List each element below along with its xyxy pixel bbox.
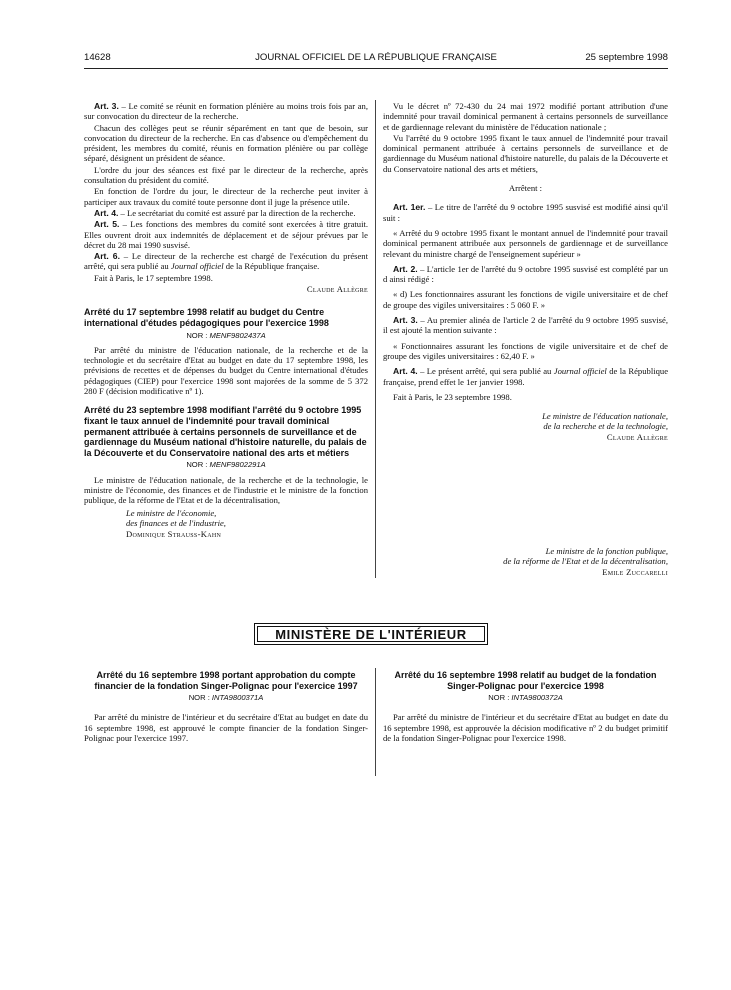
arrete-ciep-nor: NOR : MENF9802437A — [186, 330, 266, 340]
arrete-ciep-title: Arrêté du 17 septembre 1998 relatif au budget du Centre international d'études pédagogiques pour l'exercice 1998 — [84, 307, 329, 328]
article-6: Art. 6. – Le directeur de la recherche est chargé de l'exécution du présent arrêté, qui sera publié au Journal officiel de la République française. — [84, 251, 368, 272]
arrete-singer-1997-body: Par arrêté du ministre de l'intérieur et du secrétaire d'Etat au budget en date du 16 septembre 1998, est approuvé le compte financier de la fondation Singer-Polignac pour l'exercice 1997. — [84, 712, 368, 744]
journal-title: JOURNAL OFFICIEL DE LA RÉPUBLIQUE FRANÇAISE — [255, 52, 497, 63]
arrete-ciep-body: Par arrêté du ministre de l'éducation nationale, de la recherche et de la technologie et du secrétaire d'Etat au budget en date du 17 septembre 1998, les prévisions de recettes et de dépenses du budget du Centre international d'études pédagogiques (CIEP) pour l'exercice 1998 sont majorées de la somme de 5 372 280 F (décision modificative nº 1). — [84, 344, 368, 397]
fait-a-paris: Fait à Paris, le 17 septembre 1998. — [94, 272, 213, 283]
paragraph-ordre-du-jour: L'ordre du jour des séances est fixé par le directeur de la recherche, après consultation du président du comité. — [84, 164, 368, 186]
signature-allegre: Claude Allègre — [306, 284, 368, 295]
signature-fonction-publique: Le ministre de la fonction publique, de la réforme de l'Etat et de la décentralisation, Emile Zuccarelli — [503, 546, 668, 577]
left-column-bottom — [84, 670, 368, 743]
article-5: Art. 5. – Les fonctions des membres du comité sont exercées à titre gratuit. Elles ouvrent droit aux indemnités de déplacement et de séjour prévues par le décret du 28 mai 1990 susvisé. — [84, 219, 369, 250]
vu-arrete: Vu l'arrêté du 9 octobre 1995 fixant le taux annuel de l'indemnité pour travail dominical permanent attribuée à certains personnels de surveillance et de gardiennage du Muséum national d'histoire naturelle, du palais de la Découverte et du Conservatoire national des arts et métiers, — [383, 132, 668, 174]
right-column-top — [383, 101, 668, 442]
column-divider — [375, 100, 376, 578]
signature-education: Le ministre de l'éducation nationale, de la recherche et de la technologie, Claude Allègre — [542, 411, 668, 442]
fait-a-paris-right: Fait à Paris, le 23 septembre 1998. — [393, 391, 512, 402]
page-header — [84, 52, 668, 66]
arrete-indemnite-title: Arrêté du 23 septembre 1998 modifiant l'arrêté du 9 octobre 1995 fixant le taux annuel de l'indemnité pour travail dominical permanent attribuée à certains personnels de surveillance et de gardiennage du Muséum national d'histoire naturelle, du palais de la Découverte et du Conservatoire national des arts et métiers — [84, 405, 367, 458]
page-number: 14628 — [84, 52, 111, 63]
article-1: Art. 1er. – Le titre de l'arrêté du 9 octobre 1995 susvisé est modifié ainsi qu'il suit : — [383, 202, 668, 223]
quote-fonctionnaires: « Fonctionnaires assurant les fonctions de vigile universitaire et de chef de groupe des vigiles universitaires : 62,40 F. » — [383, 340, 668, 361]
arrete-singer-1998-title: Arrêté du 16 septembre 1998 relatif au budget de la fondation Singer-Polignac pour l'exercice 1998 — [394, 670, 657, 691]
column-divider-bottom — [375, 668, 376, 776]
issue-date: 25 septembre 1998 — [585, 52, 668, 63]
article-4-right: Art. 4. – Le présent arrêté, qui sera publié au Journal officiel de la République française, prend effet le 1er janvier 1998. — [383, 366, 669, 387]
article-4: Art. 4. – Le secrétariat du comité est assuré par la direction de la recherche. — [94, 207, 356, 218]
right-column-bottom — [383, 670, 668, 743]
vu-decret: Vu le décret nº 72-430 du 24 mai 1972 modifié portant attribution d'une indemnité pour travail dominical permanent à certains personnels de surveillance et de gardiennage relevant du ministère de l'éducation nationale ; — [383, 101, 668, 132]
article-3-right: Art. 3. – Au premier alinéa de l'article 2 de l'arrêté du 9 octobre 1995 susvisé, il est ajouté la mention suivante : — [383, 315, 668, 336]
header-rule — [84, 68, 668, 69]
quote-titre: « Arrêté du 9 octobre 1995 fixant le montant annuel de l'indemnité pour travail dominical permanent attribuée aux personnels de gardiennage et de surveillance relevant du ministre chargé de l'enseignement supérieur » — [383, 227, 668, 259]
paragraph-colleges: Chacun des collèges peut se réunir séparément en tant que de besoin, sur convocation du directeur de la recherche. En cas d'absence ou d'empêchement du président, les membres du comité, réunis en formation plénière ou par collège séparé, désignent un président de séance. — [84, 122, 368, 164]
arrete-singer-1998-body: Par arrêté du ministre de l'intérieur et du secrétaire d'Etat au budget en date du 16 septembre 1998, est approuvée la décision modificative nº 2 du budget primitif de la fondation Singer-Polignac pour l'exercice 1998. — [383, 712, 668, 744]
article-3: Art. 3. – Le comité se réunit en formation plénière au moins trois fois par an, sur convocation du directeur de la recherche. — [84, 101, 368, 122]
ministry-banner — [254, 623, 488, 645]
paragraph-invitation: En fonction de l'ordre du jour, le directeur de la recherche peut inviter à participer aux travaux du comité toute personne dont il juge la présence utile. — [84, 186, 368, 207]
arrete-singer-1997-nor: NOR : INTA9800371A — [188, 693, 264, 703]
ministry-title: MINISTÈRE DE L'INTÉRIEUR — [275, 626, 467, 642]
arrete-indemnite-nor: NOR : MENF9802291A — [186, 460, 266, 470]
arrete-indemnite-intro: Le ministre de l'éducation nationale, de la recherche et de la technologie, le ministre de l'économie, des finances et de l'industrie et le ministre de la fonction publique, de la réforme de l'Etat et de la décentralisation, — [84, 474, 368, 506]
arretent: Arrêtent : — [508, 183, 543, 194]
quote-vigile: « d) Les fonctionnaires assurant les fonctions de vigile universitaire et de chef de groupe des vigiles universitaires : 5 060 F. » — [383, 289, 668, 310]
signature-economie: Le ministre de l'économie, des finances et de l'industrie, Dominique Strauss-Kahn — [126, 508, 226, 539]
arrete-singer-1997-title: Arrêté du 16 septembre 1998 portant approbation du compte financier de la fondation Singer-Polignac pour l'exercice 1997 — [94, 670, 358, 691]
arrete-singer-1998-nor: NOR : INTA9800372A — [488, 693, 563, 703]
article-2: Art. 2. – L'article 1er de l'arrêté du 9 octobre 1995 susvisé est complété par un d ainsi rédigé : — [383, 263, 669, 285]
left-column-top — [84, 101, 368, 505]
